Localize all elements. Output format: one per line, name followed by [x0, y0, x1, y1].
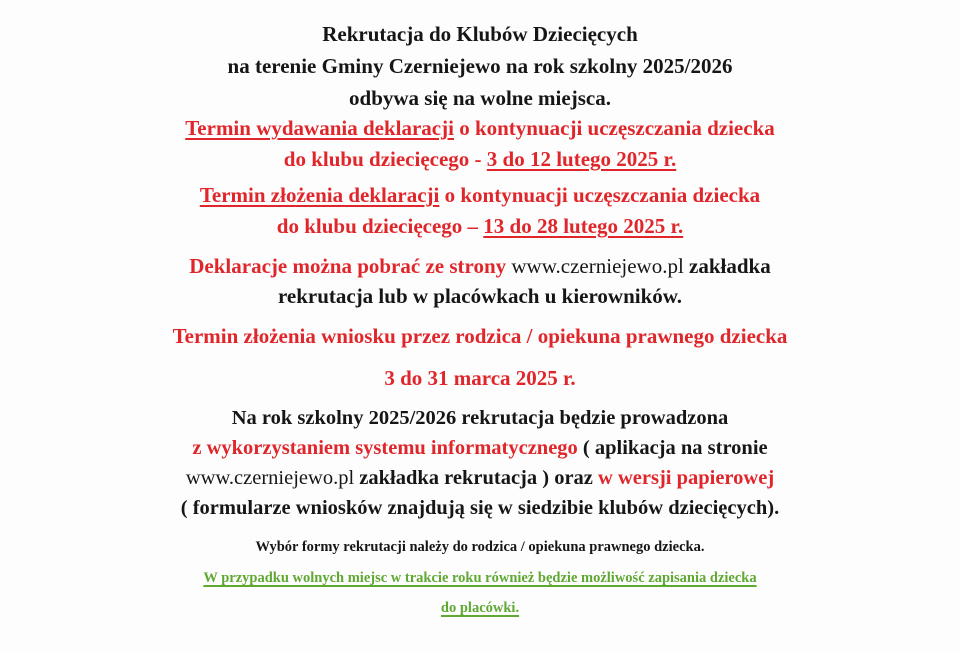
system-line-4: ( formularze wniosków znajdują się w siedzibie klubów dziecięcych).	[180, 497, 780, 519]
vacancy-note-text-2: do placówki.	[440, 600, 520, 616]
system-line-1: Na rok szkolny 2025/2026 rekrutacja będzie prowadzona	[231, 407, 729, 429]
heading-line-3: odbywa się na wolne miejsca.	[349, 86, 611, 110]
term-issue-label: Termin wydawania deklaracji	[185, 116, 454, 140]
term-issue-prefix: do klubu dziecięcego -	[283, 147, 487, 171]
vacancy-note-line-2	[0, 601, 960, 616]
term-submit-line-2	[0, 216, 960, 237]
term-issue-line-1	[0, 118, 960, 139]
term-submit-dates: 13 do 28 lutego 2025 r.	[483, 214, 684, 238]
term-submit-line-1	[0, 185, 960, 206]
system-tab: zakładka rekrutacja ) oraz	[354, 467, 599, 489]
term-issue-dates: 3 do 12 lutego 2025 r.	[486, 147, 677, 171]
download-line-2: rekrutacja lub w placówkach u kierowników.	[277, 284, 683, 308]
download-url: www.czerniejewo.pl	[511, 254, 684, 278]
application-term-dates: 3 do 31 marca 2025 r.	[384, 366, 576, 390]
term-submit-prefix: do klubu dziecięcego –	[276, 214, 484, 238]
term-submit-rest: o kontynuacji uczęszczania dziecka	[439, 183, 761, 207]
term-issue-line-2	[0, 149, 960, 170]
system-url: www.czerniejewo.pl	[185, 467, 355, 489]
vacancy-note-line-1	[0, 571, 960, 586]
choice-note: Wybór formy rekrutacji należy do rodzica / opiekuna prawnego dziecka.	[255, 539, 705, 555]
system-paper: w wersji papierowej	[598, 467, 775, 489]
heading-line-2: na terenie Gminy Czerniejewo na rok szkolny 2025/2026	[227, 54, 733, 78]
vacancy-note-text-1: W przypadku wolnych miejsc w trakcie roku również będzie możliwość zapisania dziecka	[203, 570, 757, 586]
heading-line-1: Rekrutacja do Klubów Dziecięcych	[322, 22, 638, 46]
download-line-1	[0, 256, 960, 277]
application-term-line-1: Termin złożenia wniosku przez rodzica / opiekuna prawnego dziecka	[172, 324, 788, 348]
system-line-2	[0, 438, 960, 459]
download-tab: zakładka	[683, 254, 771, 278]
download-text: Deklaracje można pobrać ze strony	[189, 254, 512, 278]
system-app-note: ( aplikacja na stronie	[577, 437, 768, 459]
term-submit-label: Termin złożenia deklaracji	[199, 183, 440, 207]
system-online: z wykorzystaniem systemu informatycznego	[192, 437, 578, 459]
term-issue-rest: o kontynuacji uczęszczania dziecka	[453, 116, 775, 140]
system-line-3	[0, 468, 960, 489]
